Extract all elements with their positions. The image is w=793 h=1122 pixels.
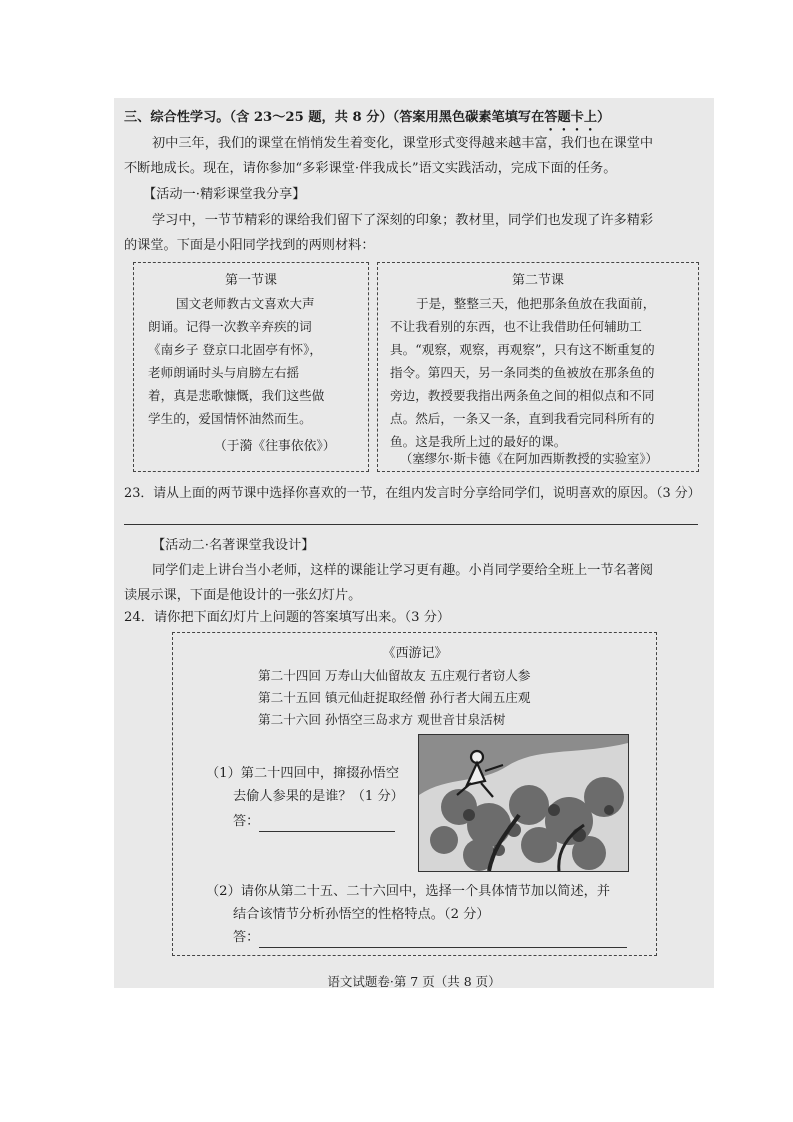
lesson1-line: 国文老师教古文喜欢大声 (176, 296, 315, 311)
lesson1-line: 着，真是悲歌慷慨，我们这些做 (148, 388, 325, 403)
lesson2-line: 具。“观察，观察，再观察”，只有这不断重复的 (390, 342, 655, 357)
tree-illustration-icon (419, 735, 628, 871)
lesson1-line: 朗诵。记得一次教辛弃疾的词 (148, 319, 312, 334)
answer-field-q1[interactable] (259, 815, 395, 832)
slide-chapter: 第二十六回 孙悟空三岛求方 观世音甘泉活树 (258, 712, 506, 727)
lesson1-title: 第一节课 (224, 273, 277, 288)
slide-q2-line-1: （2）请你从第二十五、二十六回中，选择一个具体情节加以简述，并 (206, 884, 611, 899)
lesson1-box (133, 262, 369, 472)
lesson2-source: （塞缪尔·斯卡德《在阿加西斯教授的实验室》） (400, 451, 658, 466)
activity1-line-2: 的课堂。下面是小阳同学找到的两则材料： (124, 238, 375, 253)
answer-line-23[interactable] (124, 524, 698, 525)
slide-q1-answer: 答： (233, 812, 395, 832)
activity2-line-2: 读展示课，下面是他设计的一张幻灯片。 (124, 588, 362, 603)
intro-line-1: 初中三年，我们的课堂在悄悄发生着变化，课堂形式变得越来越丰富，我们也在课堂中 (152, 136, 654, 151)
question-24: 24．请你把下面幻灯片上问题的答案填写出来。（3 分） (124, 610, 451, 625)
activity1-heading: 【活动一·精彩课堂我分享】 (143, 187, 306, 202)
lesson2-line: 鱼。这是我所上过的最好的课。 (390, 434, 567, 449)
section-title: 三、综合性学习。（含 23～25 题，共 8 分）（答案用黑色碳素笔填写在答题卡上） (124, 110, 611, 125)
activity2-line-1: 同学们走上讲台当小老师，这样的课能让学习更有趣。小肖同学要给全班上一节名著阅 (152, 563, 654, 578)
slide-chapter: 第二十四回 万寿山大仙留故友 五庄观行者窃人参 (258, 668, 531, 683)
activity2-heading: 【活动二·名著课堂我设计】 (152, 538, 315, 553)
journey-west-illustration (418, 734, 629, 872)
slide-q2-answer: 答： (233, 928, 627, 948)
lesson2-line: 不让我看别的东西，也不让我借助任何辅助工 (390, 319, 642, 334)
page-footer: 语文试题卷·第 7 页（共 8 页） (327, 974, 501, 989)
question-23: 23．请从上面的两节课中选择你喜欢的一节，在组内发言时分享给同学们，说明喜欢的原因。（3 分） (124, 486, 701, 501)
slide-chapter: 第二十五回 镇元仙赶捉取经僧 孙行者大闹五庄观 (258, 690, 531, 705)
answer-field-q2[interactable] (259, 931, 627, 948)
slide-q1-line-1: （1）第二十四回中，撺掇孙悟空 (206, 766, 400, 781)
lesson1-line: 老师朗诵时头与肩膀左右摇 (148, 365, 300, 380)
lesson1-line: 《南乡子 登京口北固亭有怀》， (148, 342, 323, 357)
lesson2-box (377, 262, 699, 472)
slide-title: 《西游记》 (382, 646, 448, 661)
intro-line-2: 不断地成长。现在，请你参加“多彩课堂·伴我成长”语文实践活动，完成下面的任务。 (124, 161, 617, 176)
lesson1-line: 学生的，爱国情怀油然而生。 (148, 411, 312, 426)
lesson2-line: 于是，整整三天，他把那条鱼放在我面前， (416, 296, 656, 311)
lesson2-line: 指令。第四天，另一条同类的鱼被放在那条鱼的 (390, 365, 655, 380)
slide-q1-line-2: 去偷人参果的是谁？（1 分） (233, 789, 404, 804)
lesson2-line: 旁边，教授要我指出两条鱼之间的相似点和不同 (390, 388, 655, 403)
lesson1-source: （于漪《往事依依》） (214, 439, 336, 454)
lesson2-line: 点。然后，一条又一条，直到我看完同科所有的 (390, 411, 655, 426)
activity1-line-1: 学习中，一节节精彩的课给我们留下了深刻的印象；教材里，同学们也发现了许多精彩 (152, 213, 654, 228)
slide-q2-line-2: 结合该情节分析孙悟空的性格特点。（2 分） (233, 907, 490, 922)
lesson2-title: 第二节课 (511, 273, 564, 288)
